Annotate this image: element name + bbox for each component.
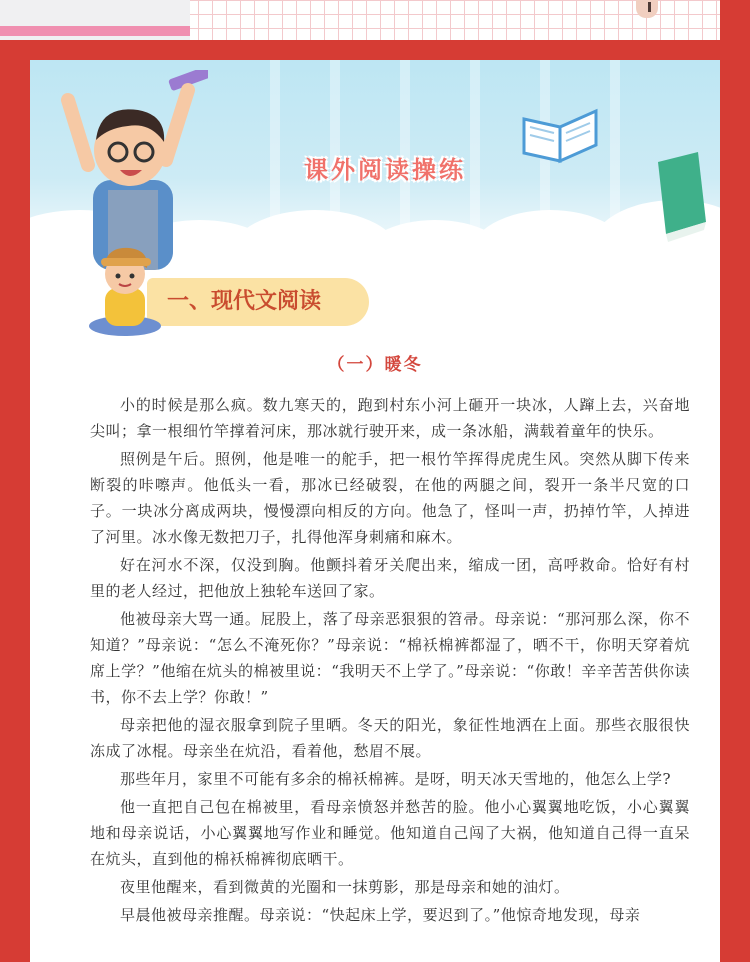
paragraph: 夜里他醒来，看到微黄的光圈和一抹剪影，那是母亲和她的油灯。 [120,878,570,896]
open-book-icon [520,105,600,165]
sitting-boy [85,238,165,338]
paragraph: 小的时候是那么疯。数九寒天的，跑到村东小河上砸开一块冰，人蹿上去，兴奋地尖叫；拿一根细竹竿撑着河床，那冰就行驶开来，成一条冰船，满载着童年的快乐。 [90,396,690,440]
green-book-icon [648,152,708,242]
paragraph: 母亲把他的湿衣服拿到院子里晒。冬天的阳光，象征性地洒在上面。那些衣服很快冻成了冰棍。母亲坐在炕沿，看着他，愁眉不展。 [90,716,690,760]
heading-text: 一、现代文阅读 [167,289,322,314]
page-sheet [30,60,720,962]
section-heading [85,238,385,338]
paragraph: 早晨他被母亲推醒。母亲说：“快起床上学，要迟到了。”他惊奇地发现，母亲 [120,906,641,924]
section-title-banner [270,148,500,192]
article-subtitle: （一）暖冬 [327,355,423,375]
previous-page-strip [0,0,750,52]
paragraph: 好在河水不深，仅没到胸。他颤抖着牙关爬出来，缩成一团，高呼救命。恰好有村里的老人经过，把他放上独轮车送回了家。 [90,556,690,600]
section-title: 课外阅读操练 [304,156,466,184]
paragraph: 那些年月，家里不可能有多余的棉袄棉裤。是呀，明天冰天雪地的，他怎么上学? [120,770,672,788]
article-body [90,392,690,930]
cup-decoration [636,0,658,18]
paragraph: 他被母亲大骂一通。屁股上，落了母亲恶狠狠的笤帚。母亲说：“那河那么深，你不知道？”母亲说：“怎么不淹死你？”母亲说：“棉袄棉裤都湿了，晒不干，你明天穿着炕席上学？”他缩在炕头的棉被里说：“我明天不上学了。”母亲说：“你敢！辛辛苦苦供你读书，你不去上学？你敢！” [90,610,690,706]
paragraph: 他一直把自己包在棉被里，看母亲愤怒并愁苦的脸。他小心翼翼地吃饭，小心翼翼地和母亲说话，小心翼翼地写作业和睡觉。他知道自己闯了大祸，他知道自己得一直呆在炕头，直到他的棉袄棉裤彻底晒干。 [90,798,690,868]
paragraph: 照例是午后。照例，他是唯一的舵手，把一根竹竿挥得虎虎生风。突然从脚下传来断裂的咔嚓声。他低头一看，那冰已经破裂，在他的两腿之间，裂开一条半尺宽的口子。一块冰分离成两块，慢慢漂向相反的方向。他急了，怪叫一声，扔掉竹竿，人掉进了河里。冰水像无数把刀子，扎得他浑身刺痛和麻木。 [90,450,690,546]
